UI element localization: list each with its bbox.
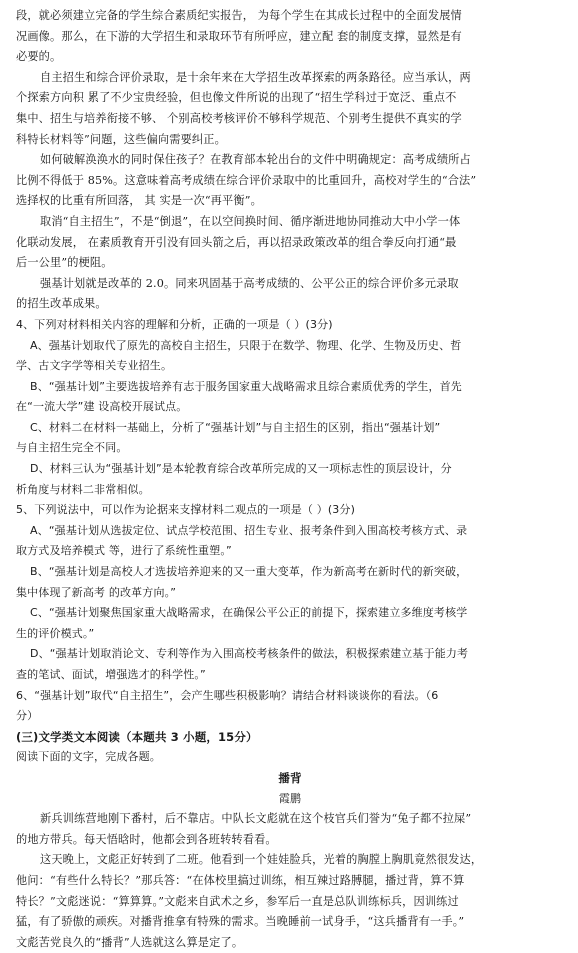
story-title: 播背 <box>278 770 302 785</box>
text-line: 文彪苦党良久的“播背”人选就这么算是定了。 <box>16 935 244 949</box>
material-paragraph-3 <box>16 150 564 212</box>
option-a: A、“强基计划从选拔定位、试点学校范围、招生专业、报考条件到入围高校考核方式、录 <box>30 523 468 537</box>
option-d-cont: 析角度与材料二非常相似。 <box>16 482 150 496</box>
text-line: 自主招生和综合评价录取，是十余年来在大学招生改革探索的两条路径。应当承认，两 <box>40 70 471 84</box>
text-line: 的地方带兵。每天悟晗时，他都会到各班转转看看。 <box>16 832 277 846</box>
text-line: 科特长材料等”问题，这些偏向需要纠正。 <box>16 132 226 146</box>
option-b-cont: 在“一流大学”建 设高校开展试点。 <box>16 400 188 414</box>
text-line: 况画像。那么，在下游的大学招生和录取环节有所呼应，建立配 套的制度支撑，显然是有 <box>16 29 462 43</box>
question-stem-cont: 分） <box>16 709 39 723</box>
option-d-cont: 查的笔试、面试，增强选才的科学性。” <box>16 668 206 681</box>
question-6 <box>16 686 564 727</box>
question-5 <box>16 500 564 685</box>
option-d: D、“强基计划取消论文、专利等作为入围高校考核条件的做法，积极探索建立基于能力考 <box>30 647 469 661</box>
question-stem: 5、下列说法中，可以作为论据来支撑材料二观点的一项是（ ）(3分) <box>16 503 356 517</box>
question-stem: 4、下列对材料相关内容的理解和分析，正确的一项是（ ）(3分) <box>16 317 333 331</box>
text-line: 的招生改革成果。 <box>16 297 107 311</box>
question-4 <box>16 315 564 500</box>
text-line: 选择权的比重有所回落， 其 实是一次“再平衡”。 <box>16 194 262 208</box>
option-c: C、材料二在材料一基础上，分析了“强基计划”与自主招生的区别，指出“强基计划” <box>30 420 441 434</box>
material-paragraph-5 <box>16 274 564 315</box>
section-heading: (三)文学类文本阅读（本题共 3 小题，15分） <box>16 729 258 744</box>
section-instruction: 阅读下面的文字，完成各题。 <box>16 750 161 764</box>
text-line: 强基计划就是改革的 2.0。同来巩固基于高考成绩的、公平公正的综合评价多元录取 <box>40 276 459 290</box>
option-a: A、强基计划取代了原先的高校自主招生，只限于在数学、物理、化学、生物及历史、哲 <box>30 338 462 352</box>
text-line: 个探索方向积 累了不少宝贵经验，但也像文件所说的出现了“招生学科过于宽泛、重点不 <box>16 91 457 105</box>
text-line: 猛，有了骄傲的顽疾。对播背推拿有特殊的需求。当晚睡前一试身手，“这兵播背有一手。” <box>16 915 465 929</box>
text-line: 集中、招生与培养衔接不够、 个别高校考核评价不够科学规范、个别考生提供不真实的学 <box>16 111 462 125</box>
option-a-cont: 学、古文字学等相关专业招生。 <box>16 359 173 373</box>
section-three <box>16 727 564 953</box>
text-line: 后一公里”的梗阻。 <box>16 256 113 270</box>
option-b: B、“强基计划是高校人才选拔培养迎来的又一重大变革，作为新高考在新时代的新突破， <box>30 565 468 579</box>
option-a-cont: 取方式及培养模式 等，进行了系统性重塑。” <box>16 544 232 558</box>
option-c-cont: 与自主招生完全不同。 <box>16 441 128 455</box>
option-c-cont: 生的评价模式。” <box>16 626 95 640</box>
material-paragraph-2 <box>16 68 564 150</box>
text-line: 如何破解涣涣水的同时保住孩子？在教育部本轮出台的文件中明确规定：高考成绩所占 <box>40 153 471 167</box>
story-author: 霞鹏 <box>278 791 302 805</box>
option-b-cont: 集中体现了新高考 的改革方向。” <box>16 585 177 599</box>
text-line: 段，就必须建立完备的学生综合素质纪实报告， 为每个学生在其成长过程中的全面发展情 <box>16 9 462 22</box>
text-line: 他问：“有些什么特长？”那兵答：“在体校里搞过训练，相互辣过路膊腿，播过背，算不算 <box>16 873 465 887</box>
material-paragraph-4 <box>16 212 564 274</box>
text-line: 特长？”文彪迷说：“算算算。”文彪来自武术之乡，参军后一直是总队训练标兵，因训练过 <box>16 894 459 908</box>
text-line: 新兵训练营地刚下番村，后不靠店。中队长文彪就在这个枝官兵们誉为“兔子都不拉屎” <box>40 812 472 826</box>
option-c: C、“强基计划聚焦国家重大战略需求，在确保公平公正的前提下，探索建立多维度考核学 <box>30 606 468 620</box>
material-paragraph-1 <box>16 6 564 68</box>
text-line: 比例不得低于 85%。这意味着高考成绩在综合评价录取中的比重回升，高校对学生的“合法” <box>16 173 477 187</box>
option-b: B、“强基计划”主要选拔培养有志于服务国家重大战略需求且综合素质优秀的学生，首先 <box>30 379 462 393</box>
text-line: 化联动发展， 在素质教育开引没有回头箭之后，再以招录政策改革的组合拳反向打通“最 <box>16 235 457 249</box>
text-line: 取消“自主招生”，不是“倒退”，在以空间换时间、循序渐进地协同推动大中小学一体 <box>40 214 461 228</box>
text-line: 这天晚上，文彪正好转到了二班。他看到一个娃娃脸兵，光着的胸膛上胸肌竟然很发达， <box>40 853 483 867</box>
option-d: D、材料三认为“强基计划”是本轮教育综合改革所完成的又一项标志性的顶层设计，分 <box>30 462 452 476</box>
question-stem: 6、“强基计划”取代“自主招生”，会产生哪些积极影响？请结合材料谈谈你的看法。（6 <box>16 688 439 702</box>
text-line: 必要的。 <box>16 50 62 64</box>
